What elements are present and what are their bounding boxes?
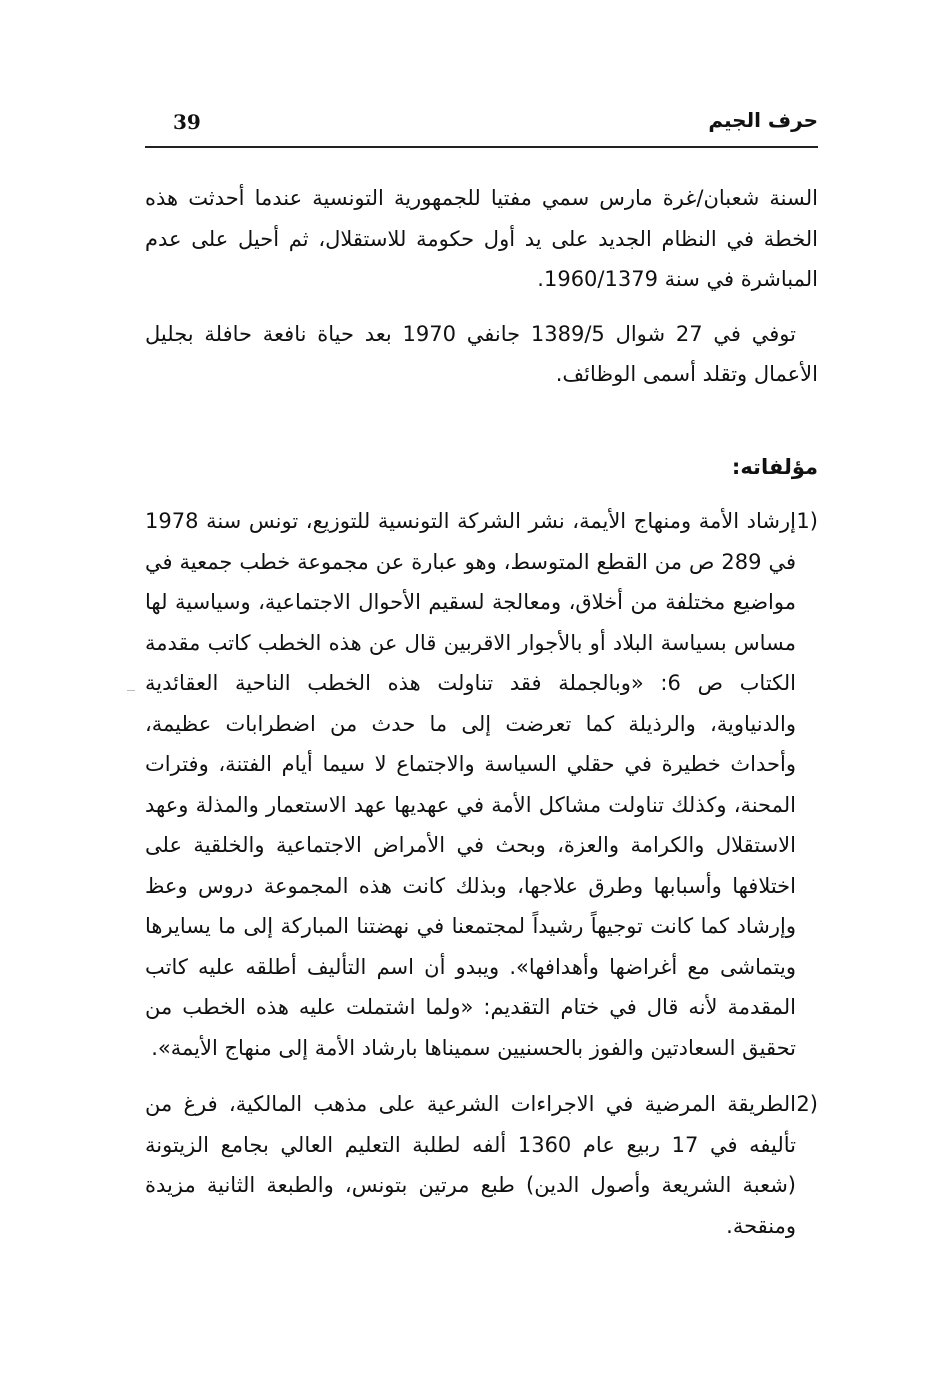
list-item bbox=[145, 1084, 818, 1246]
list-item-text: إرشاد الأمة ومنهاج الأيمة، نشر الشركة التونسية للتوزيع، تونس سنة 1978 في 289 ص من القطع المتوسط، وهو عبارة عن مجموعة خطب جمعية في مواضيع مختلفة من أخلاق، ومعالجة لسقيم الأحوال الاجتماعية، وسياسية لها مساس بسياسة البلاد أو بالأجوار الاقربين قال عن هذه الخطب كاتب مقدمة الكتاب ص 6: «وبالجملة فقد تناولت هذه الخطب الناحية العقائدية والدنياوية، والرذيلة كما تعرضت إلى ما حدث من اضطرابات عظيمة، وأحداث خطيرة في حقلي السياسة والاجتماع لا سيما أيام الفتنة، وفترات المحنة، وكذلك تناولت مشاكل الأمة في عهديها عهد الاستعمار والمذلة وعهد الاستقلال والكرامة والعزة، وبحث في الأمراض الاجتماعية والخلقية على اختلافها وأسبابها وطرق علاجها، وبذلك كانت هذه المجموعة دروس وعظ وإرشاد كما كانت توجيهاً رشيداً لمجتمعنا في نهضتنا المباركة إلى ما يسايرها ويتماشى مع أغراضها وأهدافها». ويبدو أن اسم التأليف أطلقه عليه كاتب المقدمة لأنه قال في ختام التقديم: «ولما اشتملت عليه هذه الخطب من تحقيق السعادتين والفوز بالحسنيين سميناها بارشاد الأمة إلى منهاج الأيمة». bbox=[145, 509, 797, 1060]
page-number: 39 bbox=[173, 110, 201, 134]
list-item bbox=[145, 501, 818, 1068]
page-header bbox=[145, 100, 818, 144]
running-title: حرف الجيم bbox=[708, 108, 818, 132]
paragraph-continued: السنة شعبان/غرة مارس سمي مفتيا للجمهورية التونسية عندما أحدثت هذه الخطة في النظام الجديد على يد أول حكومة للاستقلال، ثم أحيل على عدم المباشرة في سنة 1960/1379. bbox=[145, 186, 818, 291]
list-item-number: (2 bbox=[796, 1092, 818, 1116]
main-text bbox=[145, 178, 818, 1262]
header-rule bbox=[145, 146, 818, 148]
works-heading: مؤلفاته: bbox=[731, 454, 818, 479]
works-list bbox=[145, 501, 818, 1246]
list-item-text: الطريقة المرضية في الاجراءات الشرعية على مذهب المالكية، فرغ من تأليفه في 17 ربيع عام 1360 ألفه لطلبة التعليم العالي بجامع الزيتونة (شعبة الشريعة وأصول الدين) طبع مرتين بتونس، والطبعة الثانية مزيدة ومنقحة. bbox=[145, 1092, 796, 1238]
paragraph-death: توفي في 27 شوال 1389/5 جانفي 1970 بعد حياة نافعة حافلة بجليل الأعمال وتقلد أسمى الوظائف. bbox=[145, 321, 818, 386]
margin-mark bbox=[127, 690, 135, 691]
list-item-number: (1 bbox=[796, 509, 818, 533]
